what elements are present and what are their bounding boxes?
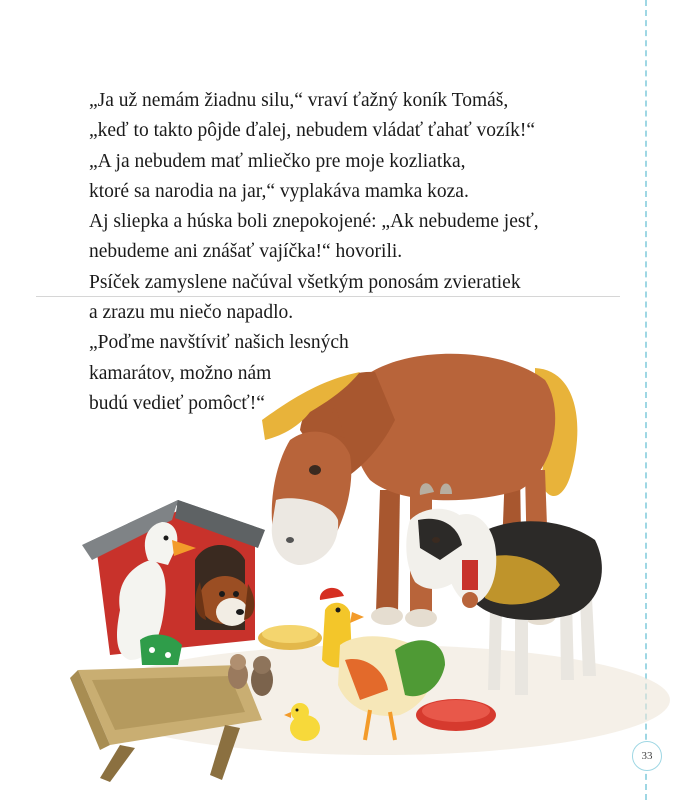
story-line: nebudeme ani znášať vajíčka!“ hovorili.	[89, 241, 403, 263]
bowl-icon	[258, 625, 322, 650]
story-line: „Ja už nemám žiadnu silu,“ vraví ťažný koník Tomáš,	[89, 90, 509, 111]
bowl-icon	[416, 699, 496, 731]
story-line: Aj sliepka a húska boli znepokojené: „Ak nebudeme jesť,	[89, 211, 539, 233]
story-line: budú vedieť pomôcť!“	[89, 392, 265, 414]
story-line: Psíček zamyslene načúval všetkým ponosám zvieratiek	[89, 271, 521, 293]
story-line: a zrazu mu niečo napadlo.	[89, 302, 294, 324]
story-line: ktoré sa narodia na jar,“ vyplakáva mamka koza.	[89, 180, 469, 202]
page-number-label: 33	[641, 750, 653, 762]
story-line: „Poďme navštíviť našich lesných	[89, 332, 349, 354]
story-line: kamarátov, možno nám	[89, 362, 272, 384]
story-line: „A ja nebudem mať mliečko pre moje kozliatka,	[89, 150, 466, 172]
story-line: „keď to takto pôjde ďalej, nebudem vládať ťahať vozík!“	[89, 120, 536, 142]
doghouse-icon	[82, 500, 265, 655]
page-number	[632, 741, 662, 771]
